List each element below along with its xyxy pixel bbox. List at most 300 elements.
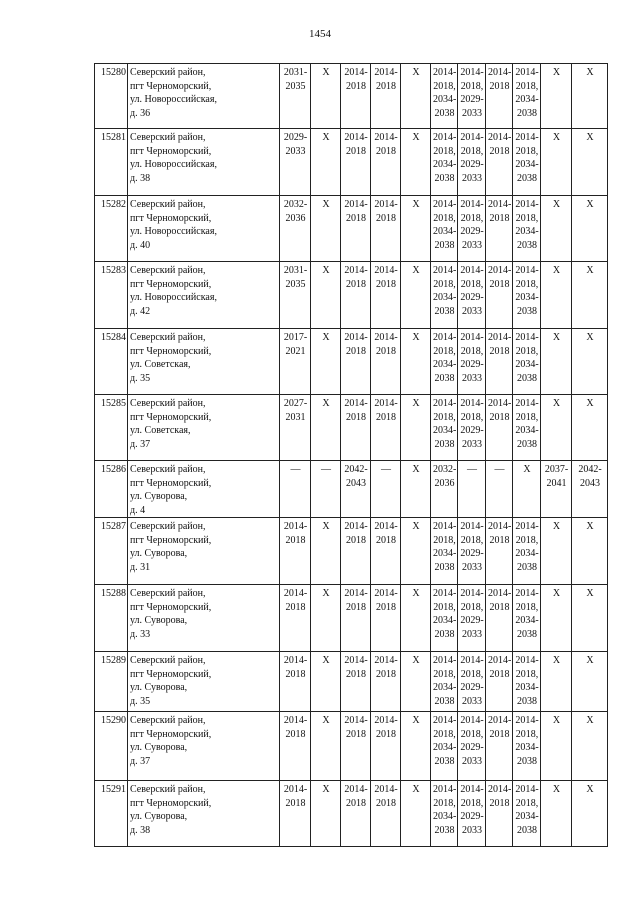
period-cell bbox=[280, 129, 311, 196]
period-cell bbox=[513, 461, 541, 518]
period-cell bbox=[458, 129, 486, 196]
period-text: 2038 bbox=[434, 628, 455, 640]
period-text: 2029- bbox=[460, 159, 484, 170]
period-text: 2029- bbox=[460, 226, 484, 237]
period-text: 2033 bbox=[462, 628, 482, 640]
period-text: 2014- bbox=[488, 398, 512, 409]
record-number: 15280 bbox=[95, 64, 128, 129]
period-cell bbox=[280, 196, 311, 262]
period-text: 2034- bbox=[515, 226, 539, 237]
period-cell bbox=[341, 585, 371, 652]
period-text: 2014- bbox=[374, 199, 398, 210]
period-text: Х bbox=[322, 332, 330, 343]
period-cell bbox=[401, 781, 431, 847]
table-row bbox=[95, 129, 608, 196]
period-cell bbox=[431, 262, 458, 329]
record-number: 15285 bbox=[95, 395, 128, 461]
period-text: 2018 bbox=[376, 797, 396, 809]
period-cell bbox=[311, 64, 341, 129]
period-text: 2014- bbox=[283, 521, 308, 532]
period-text: 2014- bbox=[433, 588, 457, 599]
period-cell bbox=[371, 395, 401, 461]
period-cell bbox=[431, 781, 458, 847]
period-text: 2033 bbox=[462, 561, 482, 573]
period-cell bbox=[486, 196, 513, 262]
period-cell bbox=[371, 518, 401, 585]
period-cell bbox=[458, 196, 486, 262]
period-cell bbox=[513, 518, 541, 585]
record-number: 15288 bbox=[95, 585, 128, 652]
period-text: 2034- bbox=[433, 425, 457, 436]
period-cell bbox=[280, 781, 311, 847]
period-text: 2014- bbox=[460, 715, 484, 726]
period-text: 2014- bbox=[460, 588, 484, 599]
period-text: 2014- bbox=[433, 521, 457, 532]
period-text: 2014- bbox=[515, 132, 539, 143]
period-cell bbox=[311, 395, 341, 461]
period-text: 2018, bbox=[460, 278, 484, 290]
period-text: 2014- bbox=[433, 332, 457, 343]
address-cell bbox=[128, 129, 280, 196]
period-text: 2018, bbox=[460, 411, 484, 423]
period-text: 2038 bbox=[434, 305, 455, 317]
period-text: 2034- bbox=[433, 159, 457, 170]
period-cell bbox=[541, 196, 572, 262]
period-text: 2018, bbox=[515, 212, 539, 224]
period-text: 2018 bbox=[346, 797, 366, 809]
period-text: 2014- bbox=[433, 398, 457, 409]
period-text: 2018 bbox=[489, 345, 510, 357]
period-text: Х bbox=[586, 132, 594, 143]
period-text: 2018, bbox=[433, 80, 456, 92]
period-text: 2014- bbox=[344, 398, 368, 409]
period-text: 2018 bbox=[489, 797, 510, 809]
address-line: д. 42 bbox=[130, 305, 151, 317]
period-cell bbox=[486, 461, 513, 518]
period-text: 2034- bbox=[515, 682, 539, 693]
period-text: 2018, bbox=[515, 80, 539, 92]
period-cell bbox=[541, 395, 572, 461]
period-text: Х bbox=[586, 199, 594, 210]
period-text: 2014- bbox=[515, 332, 539, 343]
address-line: д. 35 bbox=[130, 372, 151, 384]
address-line: ул. Суворова, bbox=[130, 742, 188, 753]
period-text: 2038 bbox=[517, 305, 537, 317]
period-text: 2018, bbox=[460, 145, 484, 157]
period-text: 2033 bbox=[462, 695, 482, 707]
period-text: — bbox=[290, 464, 301, 475]
address-cell bbox=[128, 712, 280, 781]
period-text: 2018 bbox=[376, 534, 396, 546]
period-text: 2029- bbox=[460, 292, 484, 303]
period-text: 2038 bbox=[517, 438, 537, 450]
period-cell bbox=[371, 262, 401, 329]
period-cell bbox=[458, 262, 486, 329]
period-cell bbox=[311, 461, 341, 518]
period-text: 2014- bbox=[515, 784, 539, 795]
period-text: Х bbox=[322, 132, 330, 143]
period-cell bbox=[541, 652, 572, 712]
period-text: 2018 bbox=[285, 728, 306, 740]
period-cell bbox=[572, 64, 608, 129]
period-cell bbox=[371, 585, 401, 652]
period-text: Х bbox=[552, 715, 561, 726]
period-text: 2014- bbox=[460, 265, 484, 276]
period-cell bbox=[311, 129, 341, 196]
period-text: 2038 bbox=[434, 107, 455, 119]
period-text: 2018, bbox=[433, 278, 456, 290]
period-text: 2018, bbox=[515, 145, 539, 157]
period-text: Х bbox=[322, 784, 330, 795]
period-cell bbox=[431, 518, 458, 585]
period-text: 2018 bbox=[346, 728, 366, 740]
period-cell bbox=[311, 712, 341, 781]
period-text: 2014- bbox=[488, 655, 512, 666]
period-text: 2014- bbox=[433, 784, 457, 795]
period-text: 2035 bbox=[285, 80, 306, 92]
period-text: 2038 bbox=[434, 824, 455, 836]
period-text: Х bbox=[586, 715, 594, 726]
period-text: 2029- bbox=[460, 742, 484, 753]
period-cell bbox=[371, 652, 401, 712]
period-text: 2014- bbox=[374, 332, 398, 343]
period-text: Х bbox=[552, 398, 561, 409]
period-text: Х bbox=[586, 784, 594, 795]
address-line: пгт Черноморский, bbox=[130, 728, 212, 740]
address-line: д. 31 bbox=[130, 561, 151, 573]
address-line: ул. Суворова, bbox=[130, 682, 188, 693]
period-cell bbox=[572, 585, 608, 652]
period-text: 2014- bbox=[374, 132, 398, 143]
period-text: 2018, bbox=[460, 345, 484, 357]
period-cell bbox=[311, 262, 341, 329]
period-cell bbox=[280, 461, 311, 518]
period-text: 2018 bbox=[346, 345, 366, 357]
period-text: 2033 bbox=[462, 239, 482, 251]
period-cell bbox=[513, 652, 541, 712]
period-cell bbox=[341, 329, 371, 395]
period-text: 2018 bbox=[489, 212, 510, 224]
period-text: 2034- bbox=[515, 742, 539, 753]
period-text: 2018 bbox=[489, 728, 510, 740]
address-cell bbox=[128, 329, 280, 395]
period-text: Х bbox=[552, 784, 561, 795]
address-line: д. 36 bbox=[130, 107, 151, 119]
period-text: 2038 bbox=[434, 372, 455, 384]
address-line: Северский район, bbox=[130, 784, 206, 795]
address-line: ул. Новороссийская, bbox=[130, 292, 217, 303]
period-text: 2033 bbox=[462, 107, 482, 119]
period-cell bbox=[486, 64, 513, 129]
address-line: пгт Черноморский, bbox=[130, 345, 212, 357]
period-text: 2038 bbox=[434, 239, 455, 251]
period-text: 2018 bbox=[489, 411, 510, 423]
period-cell bbox=[541, 329, 572, 395]
address-cell bbox=[128, 781, 280, 847]
period-text: 2014- bbox=[460, 67, 484, 78]
period-cell bbox=[572, 652, 608, 712]
period-cell bbox=[572, 518, 608, 585]
period-text: 2043 bbox=[580, 477, 600, 489]
period-cell bbox=[513, 712, 541, 781]
period-text: 2014- bbox=[433, 132, 457, 143]
period-cell bbox=[572, 262, 608, 329]
period-text: Х bbox=[552, 655, 561, 666]
period-text: 2018, bbox=[460, 80, 484, 92]
record-number: 15289 bbox=[95, 652, 128, 712]
period-text: 2018, bbox=[515, 534, 539, 546]
period-text: Х bbox=[412, 67, 420, 78]
period-cell bbox=[401, 262, 431, 329]
address-line: д. 37 bbox=[130, 755, 151, 767]
period-text: 2014- bbox=[374, 521, 398, 532]
period-cell bbox=[431, 712, 458, 781]
address-line: пгт Черноморский, bbox=[130, 411, 212, 423]
period-cell bbox=[341, 652, 371, 712]
period-text: 2018, bbox=[433, 797, 456, 809]
period-cell bbox=[513, 395, 541, 461]
address-line: Северский район, bbox=[130, 132, 206, 143]
period-text: 2032- bbox=[433, 464, 457, 475]
address-line: Северский район, bbox=[130, 588, 206, 599]
period-cell bbox=[572, 781, 608, 847]
period-text: 2032- bbox=[283, 199, 308, 210]
period-text: 2018 bbox=[346, 278, 366, 290]
period-text: 2014- bbox=[344, 132, 368, 143]
period-text: Х bbox=[412, 132, 420, 143]
period-text: 2014- bbox=[460, 199, 484, 210]
period-text: 2018, bbox=[433, 534, 456, 546]
period-text: 2018, bbox=[433, 601, 456, 613]
address-line: д. 37 bbox=[130, 438, 151, 450]
period-text: 2018, bbox=[515, 345, 539, 357]
period-cell bbox=[341, 461, 371, 518]
table-row bbox=[95, 712, 608, 781]
period-cell bbox=[371, 129, 401, 196]
period-text: 2034- bbox=[433, 94, 457, 105]
period-text: Х bbox=[412, 464, 420, 475]
address-line: пгт Черноморский, bbox=[130, 668, 212, 680]
period-cell bbox=[458, 395, 486, 461]
period-text: — bbox=[381, 464, 391, 475]
period-text: 2018, bbox=[460, 668, 484, 680]
period-cell bbox=[513, 262, 541, 329]
period-text: 2041 bbox=[546, 477, 567, 489]
table-body bbox=[95, 64, 608, 847]
period-text: 2014- bbox=[374, 265, 398, 276]
period-cell bbox=[311, 652, 341, 712]
period-text: Х bbox=[412, 265, 420, 276]
period-text: 2014- bbox=[374, 588, 398, 599]
address-line: Северский район, bbox=[130, 715, 206, 726]
period-text: Х bbox=[586, 521, 594, 532]
period-text: 2034- bbox=[433, 359, 457, 370]
period-text: 2018, bbox=[515, 601, 539, 613]
period-cell bbox=[280, 395, 311, 461]
period-cell bbox=[311, 585, 341, 652]
period-cell bbox=[572, 712, 608, 781]
period-cell bbox=[541, 781, 572, 847]
period-cell bbox=[311, 329, 341, 395]
period-text: Х bbox=[552, 67, 561, 78]
period-text: 2029- bbox=[460, 359, 484, 370]
period-text: 2014- bbox=[515, 655, 539, 666]
period-cell bbox=[371, 781, 401, 847]
period-text: 2029- bbox=[460, 615, 484, 626]
period-cell bbox=[541, 585, 572, 652]
period-text: 2018 bbox=[489, 668, 510, 680]
period-text: 2014- bbox=[488, 67, 512, 78]
period-text: 2018, bbox=[433, 345, 456, 357]
period-text: 2034- bbox=[515, 615, 539, 626]
repair-schedule-table bbox=[94, 63, 608, 847]
period-text: 2014- bbox=[283, 715, 308, 726]
period-text: 2014- bbox=[515, 67, 539, 78]
period-text: 2018, bbox=[433, 411, 456, 423]
period-text: 2014- bbox=[344, 784, 368, 795]
period-text: 2014- bbox=[488, 332, 512, 343]
period-text: 2018, bbox=[433, 212, 456, 224]
period-cell bbox=[280, 585, 311, 652]
address-line: ул. Новороссийская, bbox=[130, 159, 217, 170]
period-text: 2014- bbox=[374, 655, 398, 666]
period-cell bbox=[371, 196, 401, 262]
period-text: 2038 bbox=[517, 239, 537, 251]
period-text: Х bbox=[552, 588, 561, 599]
period-text: 2038 bbox=[517, 695, 537, 707]
period-text: 2014- bbox=[433, 655, 457, 666]
table-row bbox=[95, 652, 608, 712]
period-text: 2018 bbox=[376, 668, 396, 680]
period-text: 2014- bbox=[460, 784, 484, 795]
period-text: 2036 bbox=[434, 477, 455, 489]
table-row bbox=[95, 395, 608, 461]
period-cell bbox=[541, 712, 572, 781]
period-text: 2014- bbox=[344, 715, 368, 726]
period-text: 2037- bbox=[544, 464, 569, 475]
period-text: 2034- bbox=[433, 226, 457, 237]
period-text: 2034- bbox=[515, 548, 539, 559]
period-text: — bbox=[467, 464, 477, 475]
period-text: 2018 bbox=[489, 601, 510, 613]
period-text: Х bbox=[552, 132, 561, 143]
period-cell bbox=[280, 329, 311, 395]
address-line: ул. Суворова, bbox=[130, 548, 188, 559]
period-text: 2018 bbox=[346, 212, 366, 224]
address-line: Северский район, bbox=[130, 521, 206, 532]
period-text: 2029- bbox=[460, 425, 484, 436]
period-text: Х bbox=[322, 398, 330, 409]
period-text: 2018, bbox=[515, 797, 539, 809]
period-cell bbox=[280, 712, 311, 781]
period-cell bbox=[341, 712, 371, 781]
period-text: 2018 bbox=[376, 728, 396, 740]
table-row bbox=[95, 585, 608, 652]
address-line: д. 35 bbox=[130, 695, 151, 707]
period-text: 2017- bbox=[283, 332, 308, 343]
period-text: Х bbox=[412, 655, 420, 666]
address-cell bbox=[128, 518, 280, 585]
address-line: Северский район, bbox=[130, 332, 206, 343]
period-text: 2033 bbox=[462, 824, 482, 836]
period-text: 2034- bbox=[515, 292, 539, 303]
period-text: 2038 bbox=[434, 695, 455, 707]
period-text: 2018, bbox=[460, 601, 484, 613]
period-text: Х bbox=[552, 521, 561, 532]
period-cell bbox=[280, 64, 311, 129]
period-cell bbox=[431, 196, 458, 262]
period-cell bbox=[513, 329, 541, 395]
address-line: ул. Новороссийская, bbox=[130, 226, 217, 237]
period-cell bbox=[431, 585, 458, 652]
period-text: 2018 bbox=[346, 601, 366, 613]
period-cell bbox=[458, 329, 486, 395]
record-number: 15283 bbox=[95, 262, 128, 329]
period-text: 2018, bbox=[433, 145, 456, 157]
period-cell bbox=[572, 461, 608, 518]
address-line: ул. Советская, bbox=[130, 425, 191, 436]
period-cell bbox=[401, 652, 431, 712]
period-cell bbox=[341, 781, 371, 847]
table-row bbox=[95, 329, 608, 395]
period-cell bbox=[341, 262, 371, 329]
period-text: 2029- bbox=[460, 548, 484, 559]
period-text: 2038 bbox=[517, 561, 537, 573]
period-text: Х bbox=[586, 265, 594, 276]
address-line: пгт Черноморский, bbox=[130, 534, 212, 546]
period-cell bbox=[458, 518, 486, 585]
record-number: 15284 bbox=[95, 329, 128, 395]
record-number: 15286 bbox=[95, 461, 128, 518]
period-text: 2029- bbox=[460, 682, 484, 693]
period-text: 2043 bbox=[346, 477, 366, 489]
period-text: Х bbox=[412, 521, 420, 532]
period-text: 2014- bbox=[488, 715, 512, 726]
period-cell bbox=[341, 518, 371, 585]
address-line: Северский район, bbox=[130, 199, 206, 210]
period-text: Х bbox=[322, 521, 330, 532]
period-text: 2034- bbox=[515, 811, 539, 822]
period-text: 2014- bbox=[460, 655, 484, 666]
period-text: 2042- bbox=[578, 464, 602, 475]
period-text: 2033 bbox=[462, 305, 482, 317]
period-text: 2014- bbox=[433, 199, 457, 210]
period-cell bbox=[401, 712, 431, 781]
period-text: 2034- bbox=[515, 94, 539, 105]
period-cell bbox=[458, 585, 486, 652]
period-text: 2014- bbox=[460, 132, 484, 143]
period-text: 2014- bbox=[515, 398, 539, 409]
period-cell bbox=[486, 781, 513, 847]
period-text: 2018 bbox=[489, 145, 510, 157]
period-cell bbox=[280, 518, 311, 585]
period-text: 2018 bbox=[376, 145, 396, 157]
period-text: 2014- bbox=[460, 398, 484, 409]
period-text: 2031- bbox=[283, 265, 308, 276]
period-text: 2038 bbox=[517, 107, 537, 119]
period-text: Х bbox=[412, 398, 420, 409]
period-text: 2018 bbox=[489, 534, 510, 546]
period-text: Х bbox=[322, 265, 330, 276]
address-cell bbox=[128, 585, 280, 652]
period-text: 2014- bbox=[515, 521, 539, 532]
period-text: 2018 bbox=[376, 601, 396, 613]
address-line: Северский район, bbox=[130, 398, 206, 409]
period-text: 2035 bbox=[285, 278, 306, 290]
period-cell bbox=[458, 712, 486, 781]
period-cell bbox=[572, 395, 608, 461]
period-cell bbox=[513, 129, 541, 196]
